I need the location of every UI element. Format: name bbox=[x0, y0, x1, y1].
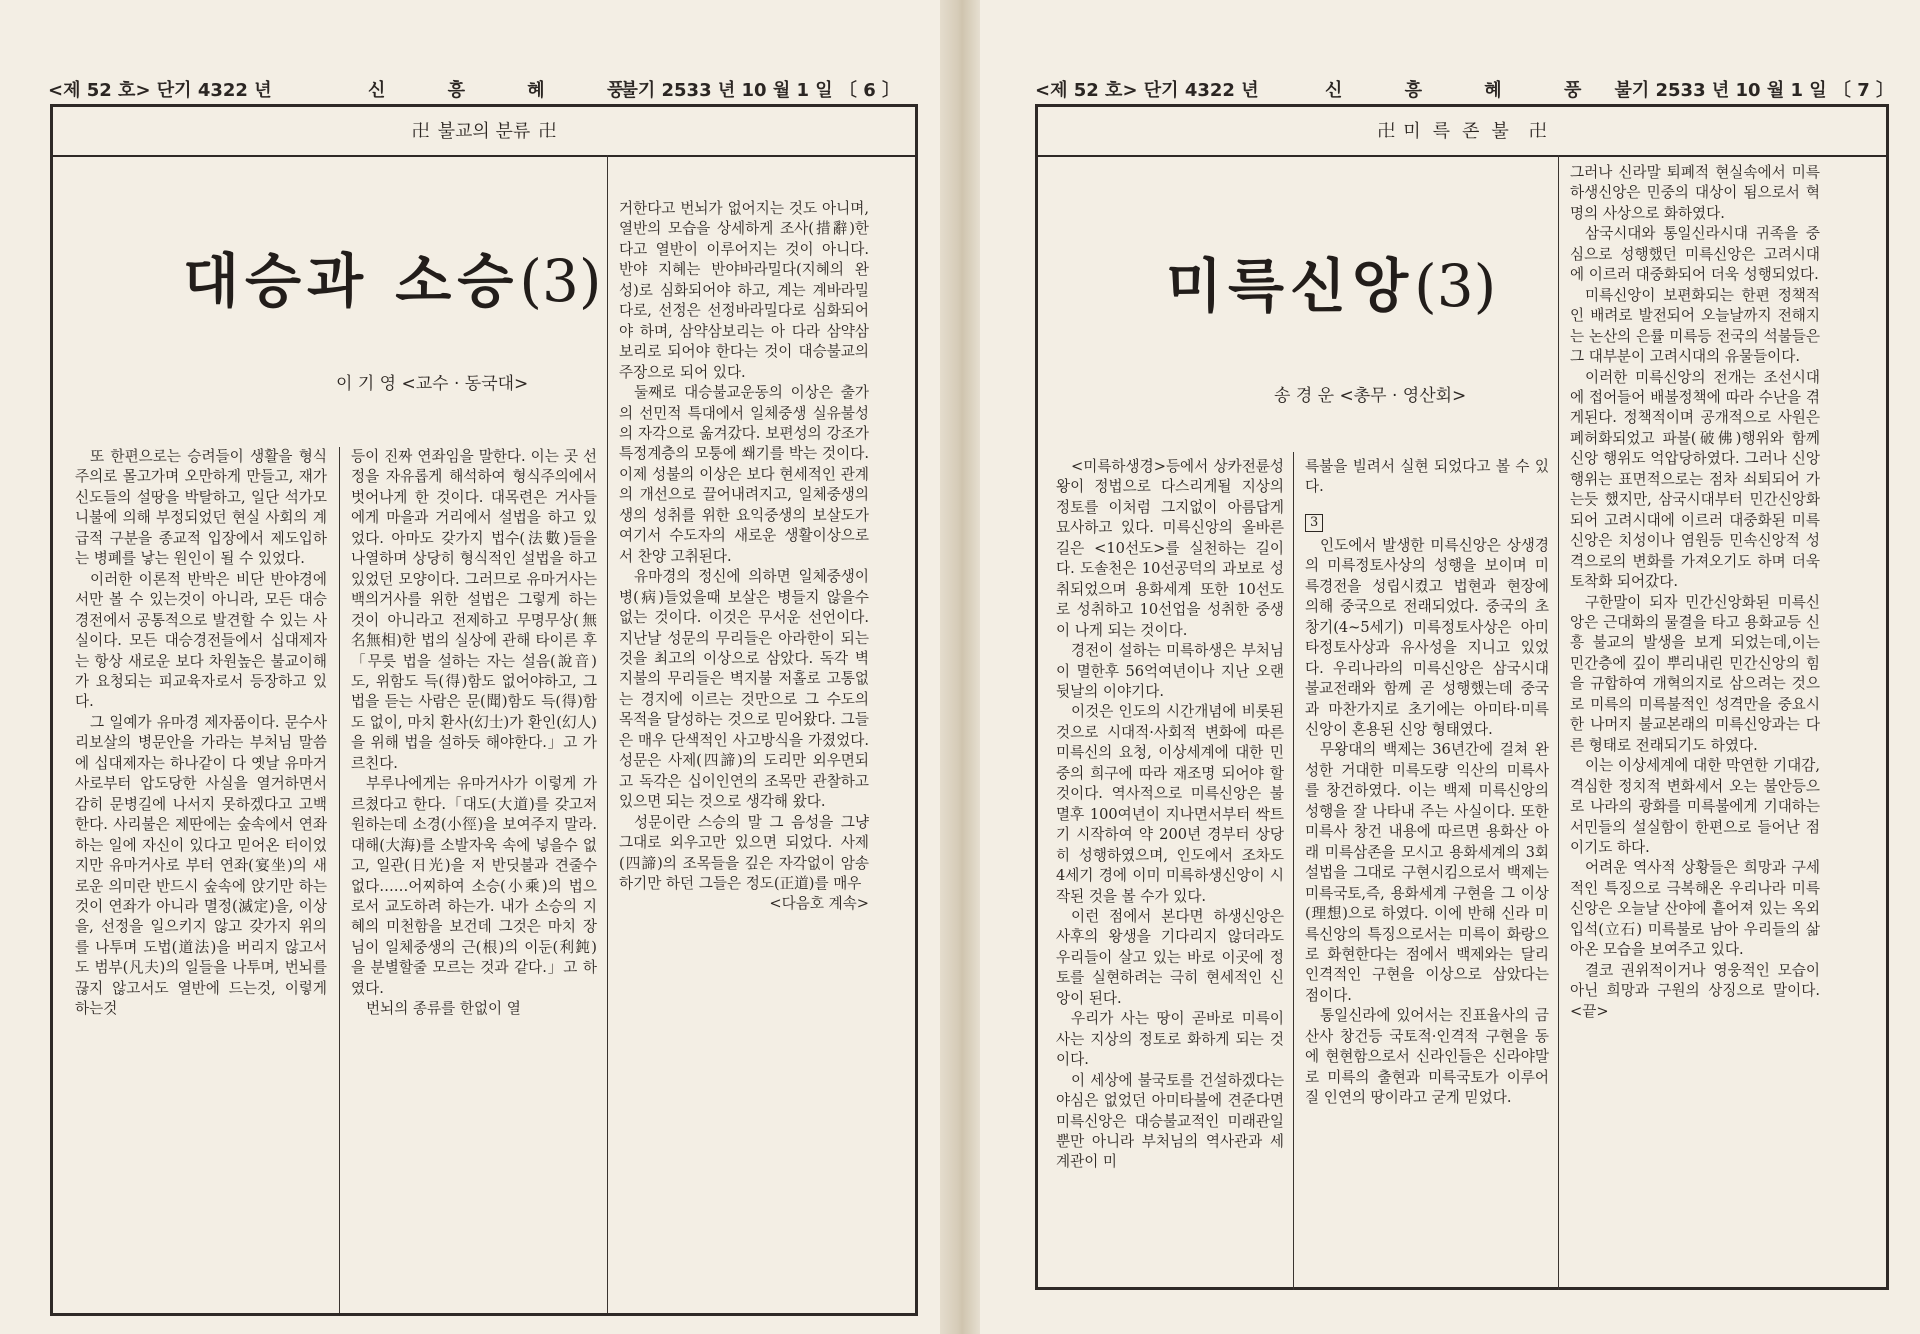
paragraph: 부루나에게는 유마거사가 이렇게 가르쳤다고 한다.「대도(大道)를 갖고저 원하는데 소경(小徑)을 보여주지 말라. 대해(大海)를 소발자욱 속에 넣을수 없고, 일관(日光)을 저 반딧불과 견줄수 없다……어찌하여 소승(小乘)의 법으로서 교도하려 하는가. 내가 소승의 지혜의 미천함을 보건데 그것은 마치 장님이 일체중생의 근(根)의 이둔(利鈍)을 분별할줄 모르는 것과 같다.」고 하였다. bbox=[351, 775, 597, 997]
manji-symbol-icon: 卍 bbox=[538, 121, 557, 142]
left-column-2 bbox=[351, 447, 597, 1020]
paragraph: 그 일예가 유마경 제자품이다. 문수사리보살의 병문안을 가라는 부처님 말씀에 십대제자는 하나같이 다 옛날 유마거사로부터 압도당한 사실을 열거하면서 감히 문병길에 나서지 못하겠다고 고백한다. 사리불은 제딴에는 숲속에서 연좌하는 일에 자신이 있다고 믿어온 터이었지만 유마거사로 부터 연좌(宴坐)의 새로운 의미란 반드시 숲속에 앉기만 하는것이 연좌가 아니라 멸정(滅定)을, 이상을, 선정을 일으키지 않고 갖가지 위의를 나투며 도법(道法)을 버리지 않고서도 범부(凡夫)의 일들을 나투며, 번뇌를 끊지 않고서도 열반에 드는것, 이렇게 하는것 bbox=[75, 713, 327, 1018]
paragraph: 통일신라에 있어서는 진표율사의 금산사 창건등 국토적·인격적 구현을 동에 현현함으로서 신라인들은 신라야말로 미륵의 출현과 미륵국토가 이루어질 인연의 땅이라고 굳게 믿었다. bbox=[1305, 1007, 1549, 1107]
right-page bbox=[980, 0, 1920, 1334]
paragraph: 이 세상에 불국토를 건설하겠다는 야심은 없었던 아미타불에 견준다면 미륵신앙은 대승불교적인 미래관일 뿐만 아니라 부처님의 역사관과 세계관이 미 bbox=[1056, 1071, 1284, 1171]
column-rule bbox=[1558, 155, 1559, 1290]
paragraph: 또 한편으로는 승려들이 생활을 형식주의로 몰고가며 오만하게 만들고, 재가신도들의 설땅을 박탈하고, 일단 석가모니불에 의해 부정되었던 현실 사회의 계급적 구분을 종교적 입장에서 제도입하는 병폐를 낳는 원인이 될 수 있었다. bbox=[75, 448, 327, 568]
left-running-header bbox=[48, 76, 900, 102]
column-rule bbox=[1293, 452, 1294, 1290]
paragraph: 거한다고 번뇌가 없어지는 것도 아니며, 열반의 모습을 상세하게 조사(措辭)한다고 열반이 이루어지는 것이 아니다. 반야 지혜는 반야바라밀다(지혜의 완성)로 심화되어야 하고, 계는 계바라밀다로, 선정은 선정바라밀다로 심화되어야 하며, 삼약삼보리는 아 다라 삼약삼보리로 되어야 한다는 것이 대승불교의 주장으로 되어 있다. bbox=[619, 200, 869, 381]
right-article-title bbox=[1166, 239, 1496, 323]
paragraph: 번뇌의 종류를 한없이 열 bbox=[366, 1000, 521, 1018]
paragraph: 경전이 설하는 미륵하생은 부처님이 멸한후 56억여년이나 지난 오랜 뒷날의 이야기다. bbox=[1056, 642, 1284, 700]
section-number-marker: 3 bbox=[1305, 514, 1323, 532]
right-section-title: 미륵존불 bbox=[1403, 121, 1521, 142]
paragraph: 둘째로 대승불교운동의 이상은 출가의 선민적 특대에서 일체중생 실유불성의 자각으로 옮겨갔다. 보편성의 강조가 특정계층의 모퉁에 쐐기를 박는 것이다. 이제 성불의 이상은 보다 현세적인 관계의 개선으로 끌어내려지고, 일체중생의 생의 성취를 위한 요익중생의 보살도가 여기서 수도자의 새로운 생활이상으로서 찬양 고취된다. bbox=[619, 384, 869, 565]
paragraph: 그러나 신라말 퇴폐적 현실속에서 미륵하생신앙은 민중의 대상이 됨으로서 혁명의 사상으로 화하였다. bbox=[1570, 164, 1820, 222]
paragraph: 륵불을 빌려서 실현 되었다고 볼 수 있다. bbox=[1305, 458, 1549, 496]
paragraph: 무왕대의 백제는 36년간에 걸쳐 완성한 거대한 미륵도량 익산의 미륵사를 창건하였다. 이는 백제 미륵신앙의 성행을 잘 나타내 주는 사실이다. 또한 미륵사 창건 내용에 따르면 용화산 아래 미륵삼존을 모시고 용화세계의 3회설법을 그대로 구현시킴으로서 백제는 미륵국토,즉, 용화세계 구현을 그 이상(理想)으로 하였다. 이에 반해 신라 미륵신앙의 특징으로서는 미륵이 화랑으로 화현한다는 점에서 백제와는 달리 인격적인 구현을 이상으로 삼았다는 점이다. bbox=[1305, 741, 1549, 1004]
continued-notice: <다음호 계속> bbox=[769, 895, 869, 913]
left-byline: 이 기 영 <교수 · 동국대> bbox=[336, 374, 529, 394]
end-mark: <끝> bbox=[1570, 1002, 1609, 1020]
right-column-1 bbox=[1056, 457, 1284, 1173]
paragraph: 삼국시대와 통일신라시대 귀족을 중심으로 성행했던 미륵신앙은 고려시대에 이르러 대중화되어 더욱 성행되었다. bbox=[1570, 225, 1820, 284]
paragraph: 이러한 이론적 반박은 비단 반야경에서만 볼 수 있는것이 아니라, 모든 대승경전에서 공통적으로 발견할 수 있는 사실이다. 모든 대승경전들에서 십대제자는 항상 새로운 보다 차원높은 불교이해가 요청되는 피교육자로서 등장하고 있다. bbox=[75, 570, 327, 711]
left-column-1 bbox=[75, 447, 327, 1020]
right-column-2 bbox=[1305, 457, 1549, 1109]
paragraph: 인도에서 발생한 미륵신앙은 상생경의 미륵정토사상의 성행을 보이며 미륵경전을 성립시켰고 법현과 현장에 의해 중국으로 전래되었다. 중국의 초창기(4~5세기) 미륵정토사상은 아미타정토사상과 유사성을 지니고 있었다. 우리나라의 미륵신앙은 삼국시대 불교전래와 함께 곧 성행했는데 중국과 마찬가지로 초기에는 아미타·미륵신앙이 혼용된 신앙 형태였다. bbox=[1305, 536, 1549, 738]
center-gutter bbox=[940, 0, 980, 1334]
column-rule bbox=[607, 155, 608, 1313]
paragraph: 우리가 사는 땅이 곧바로 미륵이 사는 지상의 정토로 화하게 되는 것이다. bbox=[1056, 1010, 1284, 1069]
paragraph: 이는 이상세계에 대한 막연한 기대감, 격심한 정치적 변화세서 오는 불안등으로 나라의 광화를 미륵불에게 기대하는 서민들의 설실함이 한편으로 들어난 점이기도 하다. bbox=[1570, 757, 1820, 856]
paragraph bbox=[1570, 961, 1820, 1022]
right-paper-name: 신 흥 혜 풍 bbox=[1325, 80, 1610, 101]
manji-symbol-icon: 卍 bbox=[1377, 121, 1396, 142]
right-running-header bbox=[1035, 76, 1894, 102]
left-section-title: 불교의 분류 bbox=[437, 121, 531, 142]
right-article-frame bbox=[1035, 104, 1889, 1290]
right-title-text: 미륵신앙 bbox=[1166, 252, 1415, 320]
right-title-part: (3) bbox=[1414, 252, 1497, 320]
paragraph: 성문이란 스승의 말 그 음성을 그냥 그대로 외우고만 있으면 되었다. 사제(四諦)의 조목들을 깊은 자각없이 암송하기만 하던 그들은 정도(正道)를 매우 bbox=[619, 813, 869, 892]
left-paper-name: 신 흥 혜 풍 bbox=[368, 80, 653, 101]
left-column-3 bbox=[619, 199, 869, 915]
paragraph: 유마경의 정신에 의하면 일체중생이 병(病)들었을때 보살은 병들지 않을수 없는 것이다. 이것은 무서운 선언이다. 지난날 성문의 무리들은 아라한이 되는 것을 최고의 이상으로 삼았다. 독각 벽지불의 무리들은 벽지불 저홀로 고통없는 경지에 이르는 것만으로 그 수도의 목적을 달성하는 것으로 믿어왔다. 그들은 매우 단색적인 사고방식을 가졌었다. 성문은 사제(四諦)의 도리만 외우면되고 독각은 십이인연의 조목만 관찰하고 있으면 되는 것으로 생각해 왔다. bbox=[619, 568, 869, 811]
left-issue-number: <제 52 호> 단기 4322 년 bbox=[48, 80, 272, 101]
paragraph: 이것은 인도의 시간개념에 비롯된 것으로 시대적·사회적 변화에 따른 미륵신의 요청, 이상세계에 대한 민중의 희구에 따라 재조명 되어야 할 것이다. 역사적으로 미륵신앙은 불멸후 100여년이 지나면서부터 싹트기 시작하여 약 200년 경부터 상당히 성행하였으며, 인도에서 조차도 4세기 경에 이미 미륵하생신앙이 시작된 것을 볼 수가 있다. bbox=[1056, 703, 1284, 905]
left-article-title bbox=[183, 234, 602, 318]
manji-symbol-icon: 卍 bbox=[411, 121, 430, 142]
paragraph-text: 결코 권위적이거나 영웅적인 모습이 아닌 희망과 구원의 상징으로 말이다. bbox=[1570, 961, 1820, 1000]
paragraph: <미륵하생경>등에서 상카전륜성왕이 정법으로 다스리게될 지상의 정토를 이처럼 그지없이 아름답게 묘사하고 있다. 미륵신앙의 올바른 길은 <10선도>를 실천하는 길이다. 도솔천은 10선공덕의 과보로 성취되었으며 용화세계 또한 10선도로 성취하고 10선업을 성취한 중생이 나게 되는 것이다. bbox=[1056, 458, 1284, 639]
paragraph: 등이 진짜 연좌임을 말한다. 이는 곳 선정을 자유롭게 해석하여 형식주의에서 벗어나게 한 것이다. 대목련은 거사들에게 마을과 거리에서 설법을 하고 있었다. 아마도 갖가지 법수(法數)들을 나열하며 상당히 형식적인 설법을 하고 있었던 모양이다. 그러므로 유마거사는 백의거사를 위한 설법은 그렇게 하는 것이 아니라고 전제하고 무명무상(無名無相)한 법의 실상에 관해 타이른 후「무릇 법을 설하는 자는 설음(說音)도, 위함도 득(得)함도 없어야하고, 그 법을 듣는 사람은 문(聞)함도 득(得)함도 없이, 마치 환사(幻士)가 환인(幻人)을 위해 법을 설하듯 해야한다.」고 가르친다. bbox=[351, 448, 597, 772]
right-byline: 송 경 운 <총무 · 영산회> bbox=[1274, 386, 1467, 406]
paragraph: 미륵신앙이 보편화되는 한편 정책적인 배려로 발전되어 오늘날까지 전해지는 논산의 은률 미륵등 전국의 석불들은 그 대부분이 고려시대의 유물들이다. bbox=[1570, 286, 1820, 366]
paragraph: 이런 점에서 본다면 하생신앙은 사후의 왕생을 기다리지 않더라도 우리들이 살고 있는 바로 이곳에 정토를 실현하려는 극히 현세적인 신앙이 된다. bbox=[1056, 907, 1284, 1007]
right-issue-number: <제 52 호> 단기 4322 년 bbox=[1035, 80, 1259, 101]
paragraph: 구한말이 되자 민간신앙화된 미륵신앙은 근대화의 물결을 타고 용화교등 신흥 불교의 발생을 보게 되었는데,이는 민간층에 깊이 뿌리내린 민간신앙의 힘을 규합하여 개혁의지로 삼으려는 것으로 미륵의 미륵불적인 성격만을 중요시한 나머지 불교본래의 미륵신앙과는 다른 형태로 전래되기도 하였다. bbox=[1570, 593, 1820, 754]
right-issue-date: 불기 2533 년 10 월 1 일 〔 7 〕 bbox=[1614, 80, 1894, 101]
manji-symbol-icon: 卍 bbox=[1528, 121, 1547, 142]
right-section-header bbox=[1038, 107, 1886, 157]
left-article-frame bbox=[50, 104, 918, 1316]
left-page bbox=[0, 0, 940, 1334]
left-title-text: 대승과 소승 bbox=[183, 247, 520, 315]
column-rule bbox=[339, 447, 340, 1313]
paragraph: 어려운 역사적 상황들은 희망과 구세적인 특징으로 극복해온 우리나라 미륵신앙은 오늘날 산야에 흩어져 있는 옥외 입석(立石) 미륵불로 남아 우리들의 삶아온 모습을 보여주고 있다. bbox=[1570, 859, 1820, 959]
left-section-header bbox=[53, 107, 915, 157]
left-title-part: (3) bbox=[519, 247, 602, 315]
right-column-3 bbox=[1570, 163, 1820, 1022]
left-issue-date: 불기 2533 년 10 월 1 일 〔 6 〕 bbox=[620, 80, 900, 101]
paragraph: 이러한 미륵신앙의 전개는 조선시대에 접어들어 배불정책에 따라 수난을 겪게된다. 정책적이며 공개적으로 사원은 폐허화되었고 파불(破佛)행위와 함께 신앙 행위도 억압당하였다. 그러나 신앙행위는 표면적으로는 점차 쇠퇴되어 가는듯 했지만, 삼국시대부터 민간신앙화되어 고려시대에 이르러 대중화된 미륵신앙은 치성이나 염원등 민속신앙적 성격으로의 변화를 가져오기도 하며 더욱 토착화 되어갔다. bbox=[1570, 368, 1820, 591]
